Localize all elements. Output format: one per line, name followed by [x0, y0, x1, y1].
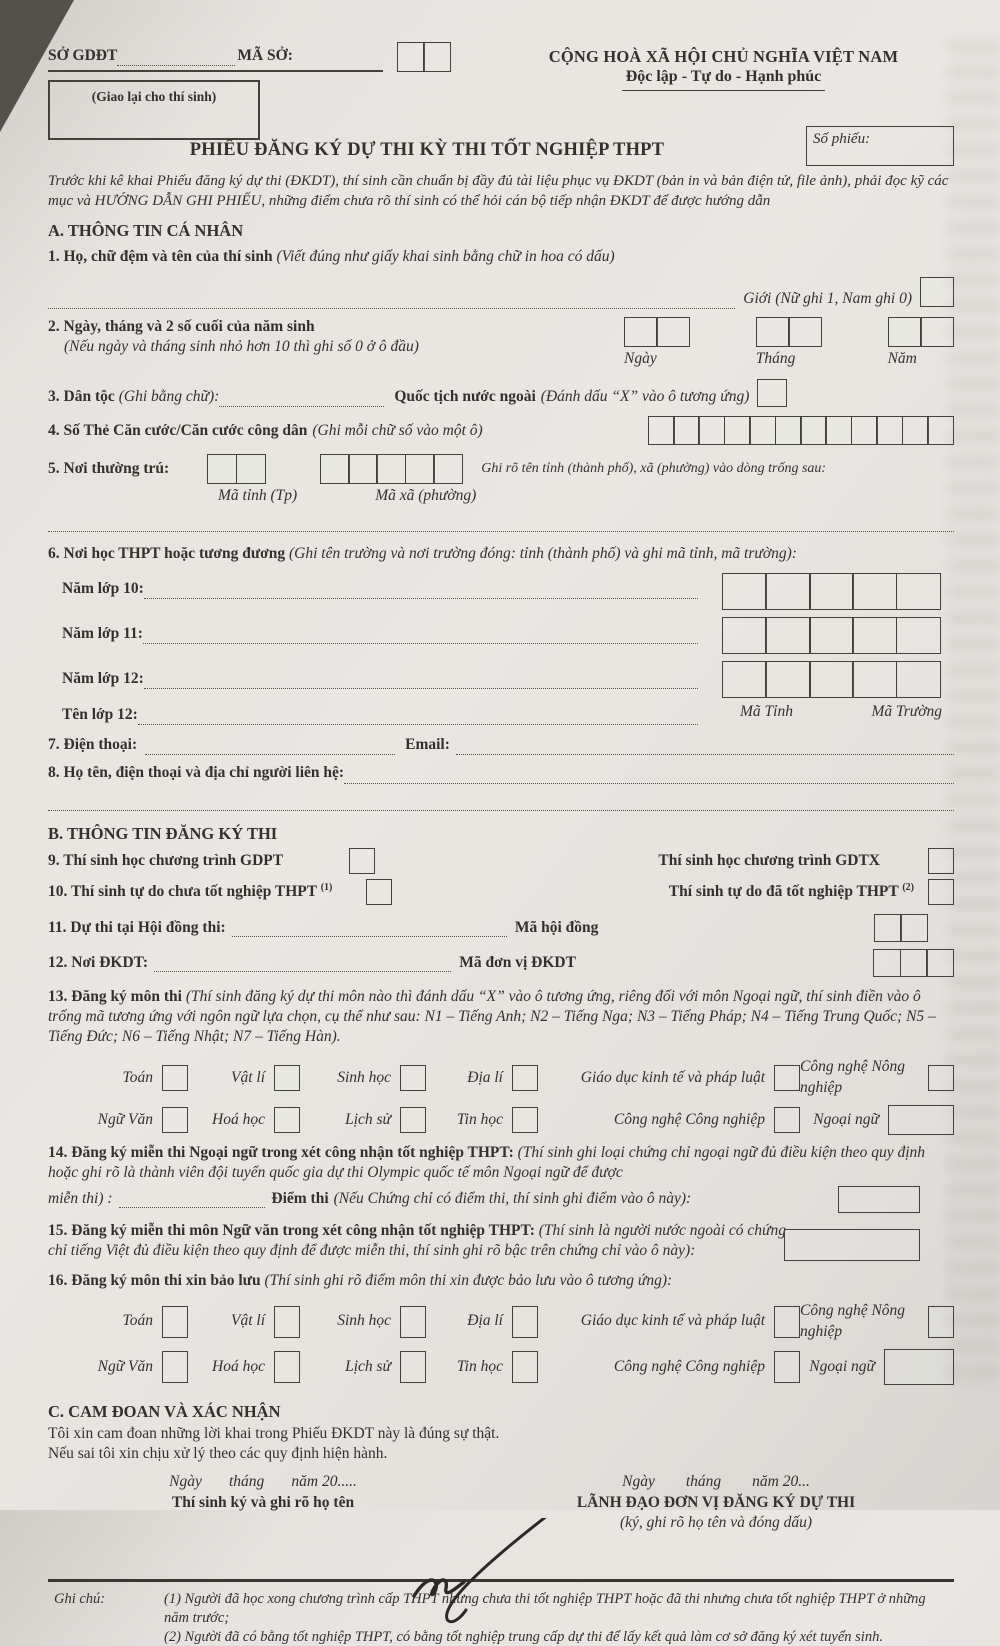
item14-note: (Thí sinh ghi loại chứng chỉ ngoại ngữ đủ điều kiện theo quy định hoặc ghi rõ là thành viên đội tuyển quốc gia dự thi Olympic quốc tế môn Ngoại ngữ để được	[48, 1143, 925, 1181]
citizen-id-boxes[interactable]	[648, 416, 954, 445]
subject-label: Toán	[122, 1312, 153, 1330]
reserve-box-diali[interactable]	[512, 1306, 538, 1338]
subject-box-lichsu[interactable]	[400, 1107, 426, 1133]
reserve-grid-row1	[48, 1301, 954, 1341]
reserve-box-cncn[interactable]	[774, 1351, 800, 1383]
reserve-box-tinhoc[interactable]	[512, 1351, 538, 1383]
item1-label: 1. Họ, chữ đệm và tên của thí sinh	[48, 248, 273, 266]
grade11-school-field[interactable]	[143, 627, 698, 644]
signature-area	[48, 1472, 954, 1532]
item-1	[48, 247, 954, 309]
subject-box-nguvan[interactable]	[162, 1107, 188, 1133]
item-10	[48, 879, 954, 905]
leader-signature-note: (ký, ghi rõ họ tên và đóng dấu)	[620, 1513, 812, 1531]
class12-field[interactable]	[138, 708, 698, 725]
form-title: PHIẾU ĐĂNG KÝ DỰ THI KỲ THI TỐT NGHIỆP THPT	[189, 140, 665, 161]
doe-code-label: MÃ SỞ:	[237, 47, 293, 64]
item-6	[48, 544, 954, 726]
item16-note: (Thí sinh ghi rõ điểm môn thi xin được bảo lưu vào ô tương ứng):	[264, 1272, 673, 1290]
province-code-boxes[interactable]	[207, 454, 265, 484]
subject-box-hoahoc[interactable]	[274, 1107, 300, 1133]
reserve-box-toan[interactable]	[162, 1306, 188, 1338]
grade12-code-boxes[interactable]	[722, 661, 954, 698]
item3-label: 3. Dân tộc	[48, 388, 115, 406]
section-b-title: B. THÔNG TIN ĐĂNG KÝ THI	[48, 823, 278, 843]
dkdt-unit-code-boxes[interactable]	[873, 949, 954, 977]
item9-left-label: 9. Thí sinh học chương trình GDPT	[48, 851, 284, 869]
item-8	[48, 763, 954, 783]
section-c-title: C. CAM ĐOAN VÀ XÁC NHẬN	[48, 1401, 281, 1421]
item-4	[48, 416, 954, 445]
ethnicity-field[interactable]	[219, 390, 384, 407]
subject-box-toan[interactable]	[162, 1065, 188, 1091]
grade10-code-boxes[interactable]	[722, 573, 954, 610]
item1-note: (Viết đúng như giấy khai sinh bằng chữ in hoa có dấu)	[276, 248, 615, 266]
item12-code-label: Mã đơn vị ĐKDT	[459, 953, 576, 971]
reserve-box-nguvan[interactable]	[162, 1351, 188, 1383]
contact-person-field[interactable]	[344, 766, 954, 783]
subject-label: Ngữ Văn	[97, 1357, 153, 1375]
item3-note: (Ghi bằng chữ):	[118, 388, 220, 406]
item8-label: 8. Họ tên, điện thoại và địa chỉ người liên hệ:	[48, 764, 345, 782]
handwritten-signature	[400, 1518, 590, 1638]
subject-label: Ngoại ngữ	[809, 1357, 875, 1375]
gender-label: Giới (Nữ ghi 1, Nam ghi 0)	[743, 290, 912, 308]
full-name-field[interactable]	[48, 292, 735, 309]
doe-name-field[interactable]	[117, 49, 235, 66]
vietnamese-certificate-box[interactable]	[784, 1229, 920, 1261]
foreign-language-code-box[interactable]	[888, 1105, 954, 1135]
email-field[interactable]	[456, 738, 954, 755]
dkdt-place-field[interactable]	[154, 954, 451, 971]
contact-person-field-2[interactable]	[48, 798, 954, 811]
item10-left-label: 10. Thí sinh tự do chưa tốt nghiệp THPT $^{(1)}$	[48, 882, 333, 901]
motto-line: Độc lập - Tự do - Hạnh phúc	[622, 67, 826, 91]
grade12-label: Năm lớp 12:	[62, 670, 144, 688]
language-score-box[interactable]	[838, 1186, 920, 1213]
item5-label: 5. Nơi thường trú:	[48, 460, 170, 478]
item9-right-label: Thí sinh học chương trình GDTX	[658, 851, 880, 869]
item-12	[48, 949, 954, 977]
national-motto	[493, 46, 954, 91]
commune-code-boxes[interactable]	[320, 454, 464, 484]
item15-note: (Thí sinh là người nước ngoài có chứng chỉ tiếng Việt đủ điều kiện theo quy định để được miễn thi, thí sinh ghi rõ bậc trên chứng chỉ vào ô này):	[48, 1222, 787, 1260]
subject-label: Địa lí	[467, 1068, 503, 1086]
gdtx-box[interactable]	[928, 848, 954, 874]
subject-box-vatli[interactable]	[274, 1065, 300, 1091]
item11-code-label: Mã hội đồng	[514, 918, 599, 936]
item4-label: 4. Số Thẻ Căn cước/Căn cước công dân	[48, 421, 308, 439]
item-15	[48, 1221, 954, 1261]
item13-note: (Thí sinh đăng ký dự thi môn nào thì đánh dấu “X” vào ô tương ứng, riêng đối với môn Ngoại ngữ, thí sinh điền vào ô trống mã tương ứng với ngôn ngữ lựa chọn, cụ thể như sau: N1 – Tiếng Anh; N2 – Tiếng Nga; N3 – Tiếng Pháp; N4 – Tiếng Trung Quốc; N5 – Tiếng Đức; N6 – Tiếng Nhật; N7 – Tiếng Hàn).	[48, 988, 936, 1046]
item14-score-label: Điểm thi	[271, 1190, 329, 1208]
day-caption: Ngày	[624, 350, 657, 368]
grade11-label: Năm lớp 11:	[62, 624, 143, 642]
subject-box-gdktpl[interactable]	[774, 1065, 800, 1091]
dob-year-boxes[interactable]	[888, 317, 954, 347]
item2-label: 2. Ngày, tháng và 2 số cuối của năm sinh	[48, 318, 315, 336]
return-to-candidate-label: (Giao lại cho thí sinh)	[91, 89, 217, 105]
item2-note: (Nếu ngày và tháng sinh nhỏ hơn 10 thì ghi số 0 ở ô đầu)	[64, 338, 419, 356]
grade12-school-field[interactable]	[144, 672, 698, 689]
subject-label: Toán	[122, 1068, 153, 1086]
item-7	[48, 735, 954, 755]
item-5	[48, 454, 954, 531]
footnote-1: (1) Người đã học xong chương trình cấp THPT nhưng chưa thi tốt nghiệp THPT hoặc đã thi nhưng chưa tốt nghiệp THPT ở những năm trước;	[164, 1590, 926, 1626]
candidate-signature-label: Thí sinh ký và ghi rõ họ tên	[171, 1493, 355, 1511]
reserve-box-sinhhoc[interactable]	[400, 1306, 426, 1338]
item14-label: 14. Đăng ký miễn thi Ngoại ngữ trong xét công nhận tốt nghiệp THPT:	[48, 1143, 514, 1161]
item6-note: (Ghi tên trường và nơi trường đóng: tỉnh (thành phố) và ghi mã tỉnh, mã trường):	[289, 544, 797, 562]
subject-label: Công nghệ Công nghiệp	[613, 1357, 765, 1375]
form-instructions: Trước khi kê khai Phiếu đăng ký dự thi (ĐKDT), thí sinh cần chuẩn bị đầy đủ tài liệu phục vụ ĐKDT (bản in và bản điện tử, file ảnh), phải đọc kỹ các mục và HƯỚNG DẪN GHI PHIẾU, những điểm chưa rõ thí sinh có thể hỏi cán bộ tiếp nhận ĐKDT để được hướng dẫn	[48, 173, 949, 209]
dob-boxes	[624, 317, 954, 369]
grade11-code-boxes[interactable]	[722, 617, 954, 654]
subject-box-tinhoc[interactable]	[512, 1107, 538, 1133]
subject-label: Lịch sử	[345, 1357, 391, 1375]
province-code-grid-caption: Mã Tỉnh	[740, 702, 793, 720]
reserve-grid-row2	[48, 1349, 954, 1385]
exemption-certificate-field[interactable]	[119, 1191, 266, 1208]
form-number-label: Số phiếu:	[813, 131, 871, 148]
subject-box-cnnn[interactable]	[928, 1065, 954, 1091]
subject-label: Giáo dục kinh tế và pháp luật	[580, 1312, 765, 1330]
item6-label: 6. Nơi học THPT hoặc tương đương	[48, 544, 286, 562]
school-code-grid-caption: Mã Trường	[871, 702, 942, 720]
item7-label: 7. Điện thoại:	[48, 736, 138, 754]
exam-council-field[interactable]	[232, 919, 507, 936]
phone-field[interactable]	[145, 738, 395, 755]
subject-label: Hoá học	[212, 1110, 265, 1128]
country-title: CỘNG HOÀ XÃ HỘI CHỦ NGHĨA VIỆT NAM	[548, 47, 899, 66]
item-9	[48, 848, 954, 874]
freelance-not-graduated-box[interactable]	[366, 879, 392, 905]
subject-label: Sinh học	[337, 1068, 391, 1086]
subject-label: Giáo dục kinh tế và pháp luật	[580, 1068, 765, 1086]
subject-label: Địa lí	[467, 1312, 503, 1330]
subject-label: Lịch sử	[345, 1110, 391, 1128]
item-2	[48, 317, 954, 369]
item-14	[48, 1143, 954, 1213]
item16-label: 16. Đăng ký môn thi xin bảo lưu	[48, 1272, 261, 1290]
item12-label: 12. Nơi ĐKDT:	[48, 953, 149, 971]
reserve-box-lichsu[interactable]	[400, 1351, 426, 1383]
subject-label: Tin học	[456, 1110, 503, 1128]
section-a-title: A. THÔNG TIN CÁ NHÂN	[48, 220, 244, 240]
year-caption: Năm	[887, 350, 917, 368]
class12-label: Tên lớp 12:	[62, 706, 138, 724]
province-code-caption: Mã tỉnh (Tp)	[218, 487, 298, 505]
item13-label: 13. Đăng ký môn thi	[48, 988, 182, 1006]
form-number-box[interactable]	[806, 126, 954, 166]
subject-label: Vật lí	[230, 1312, 265, 1330]
item4-note: (Ghi mỗi chữ số vào một ô)	[312, 421, 483, 439]
dob-day-boxes[interactable]	[624, 317, 690, 347]
council-code-boxes[interactable]	[874, 914, 928, 942]
subject-label: Sinh học	[337, 1312, 391, 1330]
doe-code-boxes[interactable]	[397, 42, 451, 72]
subject-label: Hoá học	[212, 1357, 265, 1375]
leader-signature-title: LÃNH ĐẠO ĐƠN VỊ ĐĂNG KÝ DỰ THI	[576, 1493, 856, 1511]
reserve-box-cnnn[interactable]	[928, 1306, 954, 1338]
date-left: Ngày tháng năm 20.....	[169, 1473, 357, 1491]
subject-label: Vật lí	[230, 1068, 265, 1086]
item11-label: 11. Dự thi tại Hội đồng thi:	[48, 918, 226, 936]
dob-month-boxes[interactable]	[756, 317, 822, 347]
date-right: Ngày tháng năm 20...	[622, 1473, 810, 1491]
item3-right-label: Quốc tịch nước ngoài	[394, 388, 536, 406]
item15-label: 15. Đăng ký miễn thi môn Ngữ văn trong xét công nhận tốt nghiệp THPT:	[48, 1222, 535, 1239]
grade10-school-field[interactable]	[144, 582, 698, 599]
subject-label: Ngoại ngữ	[813, 1110, 879, 1128]
month-caption: Tháng	[755, 350, 796, 368]
subject-label: Công nghệ Nông nghiệp	[800, 1058, 906, 1096]
grade10-label: Năm lớp 10:	[62, 579, 144, 597]
item3-right-note: (Đánh dấu “X” vào ô tương ứng)	[540, 388, 750, 406]
reserve-box-hoahoc[interactable]	[274, 1351, 300, 1383]
residence-field[interactable]	[48, 519, 954, 532]
reserve-foreign-language-box[interactable]	[884, 1349, 954, 1385]
item5-note: Ghi rõ tên tỉnh (thành phố), xã (phường) vào dòng trống sau:	[481, 461, 827, 477]
freelance-graduated-box[interactable]	[928, 879, 954, 905]
gdpt-box[interactable]	[349, 848, 375, 874]
item14-score-note: (Nếu Chứng chỉ có điểm thi, thí sinh ghi điểm vào ô này):	[333, 1190, 692, 1208]
footnote-2: (2) Người đã có bằng tốt nghiệp THPT, có bằng tốt nghiệp trung cấp dự thi để lấy kết quả làm cơ sở đăng ký xét tuyển sinh.	[164, 1628, 883, 1645]
email-label: Email:	[405, 736, 450, 754]
item-13	[48, 987, 954, 1135]
subject-box-cncn[interactable]	[774, 1107, 800, 1133]
commune-code-caption: Mã xã (phường)	[375, 487, 477, 505]
subject-box-sinhhoc[interactable]	[400, 1065, 426, 1091]
doe-label: SỞ GDĐT	[48, 47, 118, 64]
item-11	[48, 914, 954, 942]
subject-box-diali[interactable]	[512, 1065, 538, 1091]
item14-note2: miễn thi) :	[48, 1190, 113, 1208]
subject-label: Tin học	[456, 1357, 503, 1375]
footnote-label: Ghi chú:	[54, 1590, 106, 1607]
item10-right-label: Thí sinh tự do đã tốt nghiệp THPT $^{(2)}$	[668, 882, 914, 901]
declaration-text: Tôi xin cam đoan những lời khai trong Phiếu ĐKDT này là đúng sự thật. Nếu sai tôi xin chịu xử lý theo các quy định hiện hành.	[48, 1425, 500, 1463]
item-3	[48, 379, 954, 407]
foreign-nationality-box[interactable]	[757, 379, 787, 407]
subject-grid-row1	[48, 1057, 954, 1097]
reserve-box-gdktpl[interactable]	[774, 1306, 800, 1338]
subject-label: Công nghệ Công nghiệp	[613, 1110, 765, 1128]
subject-label: Ngữ Văn	[97, 1110, 153, 1128]
item-16	[48, 1271, 954, 1384]
reserve-box-vatli[interactable]	[274, 1306, 300, 1338]
school-code-grid	[722, 566, 954, 726]
subject-grid-row2	[48, 1105, 954, 1135]
gender-box[interactable]	[920, 277, 954, 307]
subject-label: Công nghệ Nông nghiệp	[800, 1302, 906, 1340]
